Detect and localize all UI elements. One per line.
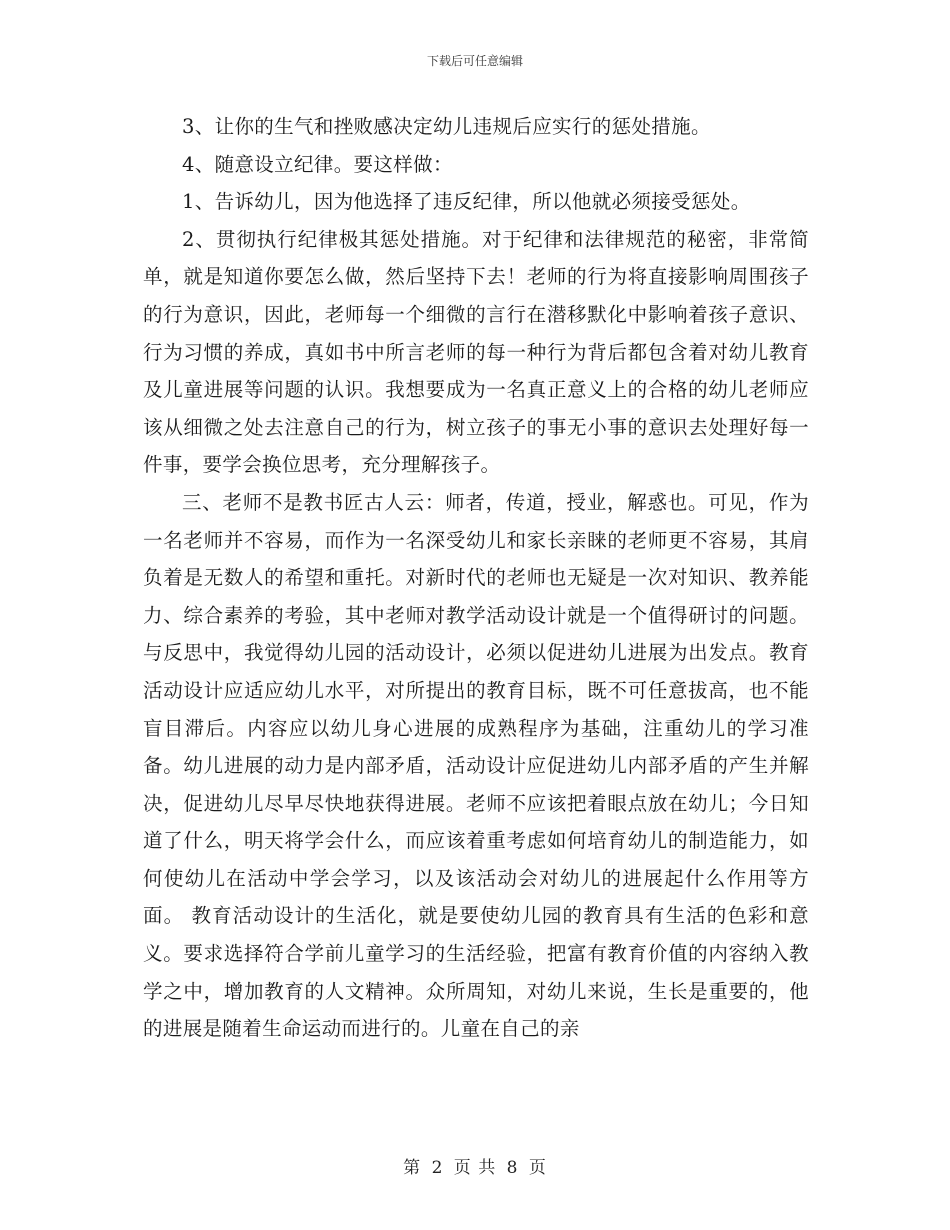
current-page-number: 2 bbox=[431, 1158, 444, 1178]
paragraph: 1、告诉幼儿，因为他选择了违反纪律，所以他就必须接受惩处。 bbox=[182, 190, 751, 214]
document-body bbox=[143, 108, 809, 1048]
paragraph: 3、让你的生气和挫败感决定幼儿违规后应实行的惩处措施。 bbox=[182, 115, 711, 138]
footer-suffix: 页 bbox=[528, 1158, 547, 1178]
paragraph: 2、贯彻执行纪律极其惩处措施。对于纪律和法律规范的秘密，非常简单，就是知道你要怎么做，然后坚持下去！老师的行为将直接影响周围孩子的行为意识，因此，老师每一个细微的言行在潜移默化中影响着孩子意识、行为习惯的养成，真如书中所言老师的每一种行为背后都包含着对幼儿教育及儿童进展等问题的认识。我想要成为一名真正意义上的合格的幼儿老师应该从细微之处去注意自己的行为，树立孩子的事无小事的意识去处理好每一件事，要学会换位思考，充分理解孩子。 bbox=[143, 227, 809, 477]
paragraph: 三、老师不是教书匠古人云：师者，传道，授业，解惑也。可见，作为一名老师并不容易，而作为一名深受幼儿和家长亲睐的老师更不容易，其肩负着是无数人的希望和重托。对新时代的老师也无疑是一次对知识、教养能力、综合素养的考验，其中老师对教学活动设计就是一个值得研讨的问题。 与反思中，我觉得幼儿园的活动设计，必须以促进幼儿进展为出发点。教育活动设计应适应幼儿水平，对所提出的教育目标，既不可任意拔高，也不能盲目滞后。内容应以幼儿身心进展的成熟程序为基础，注重幼儿的学习准备。幼儿进展的动力是内部矛盾，活动设计应促进幼儿内部矛盾的产生并解决，促进幼儿尽早尽快地获得进展。老师不应该把着眼点放在幼儿；今日知道了什么，明天将学会什么，而应该着重考虑如何培育幼儿的制造能力，如何使幼儿在活动中学会学习，以及该活动会对幼儿的进展起什么作用等方面。 教育活动设计的生活化，就是要使幼儿园的教育具有生活的色彩和意义。要求选择符合学前儿童学习的生活经验，把富有教育价值的内容纳入教学之中，增加教育的人文精神。众所周知，对幼儿来说，生长是重要的，他的进展是随着生命运动而进行的。儿童在自己的亲 bbox=[143, 490, 809, 1041]
page-header-note: 下载后可任意编辑 bbox=[426, 54, 523, 68]
page-footer bbox=[0, 1153, 950, 1178]
total-page-count: 8 bbox=[506, 1158, 519, 1178]
footer-prefix: 第 bbox=[403, 1158, 422, 1178]
footer-middle: 页 共 bbox=[453, 1158, 497, 1178]
paragraph: 4、随意设立纪律。要这样做： bbox=[182, 152, 453, 176]
